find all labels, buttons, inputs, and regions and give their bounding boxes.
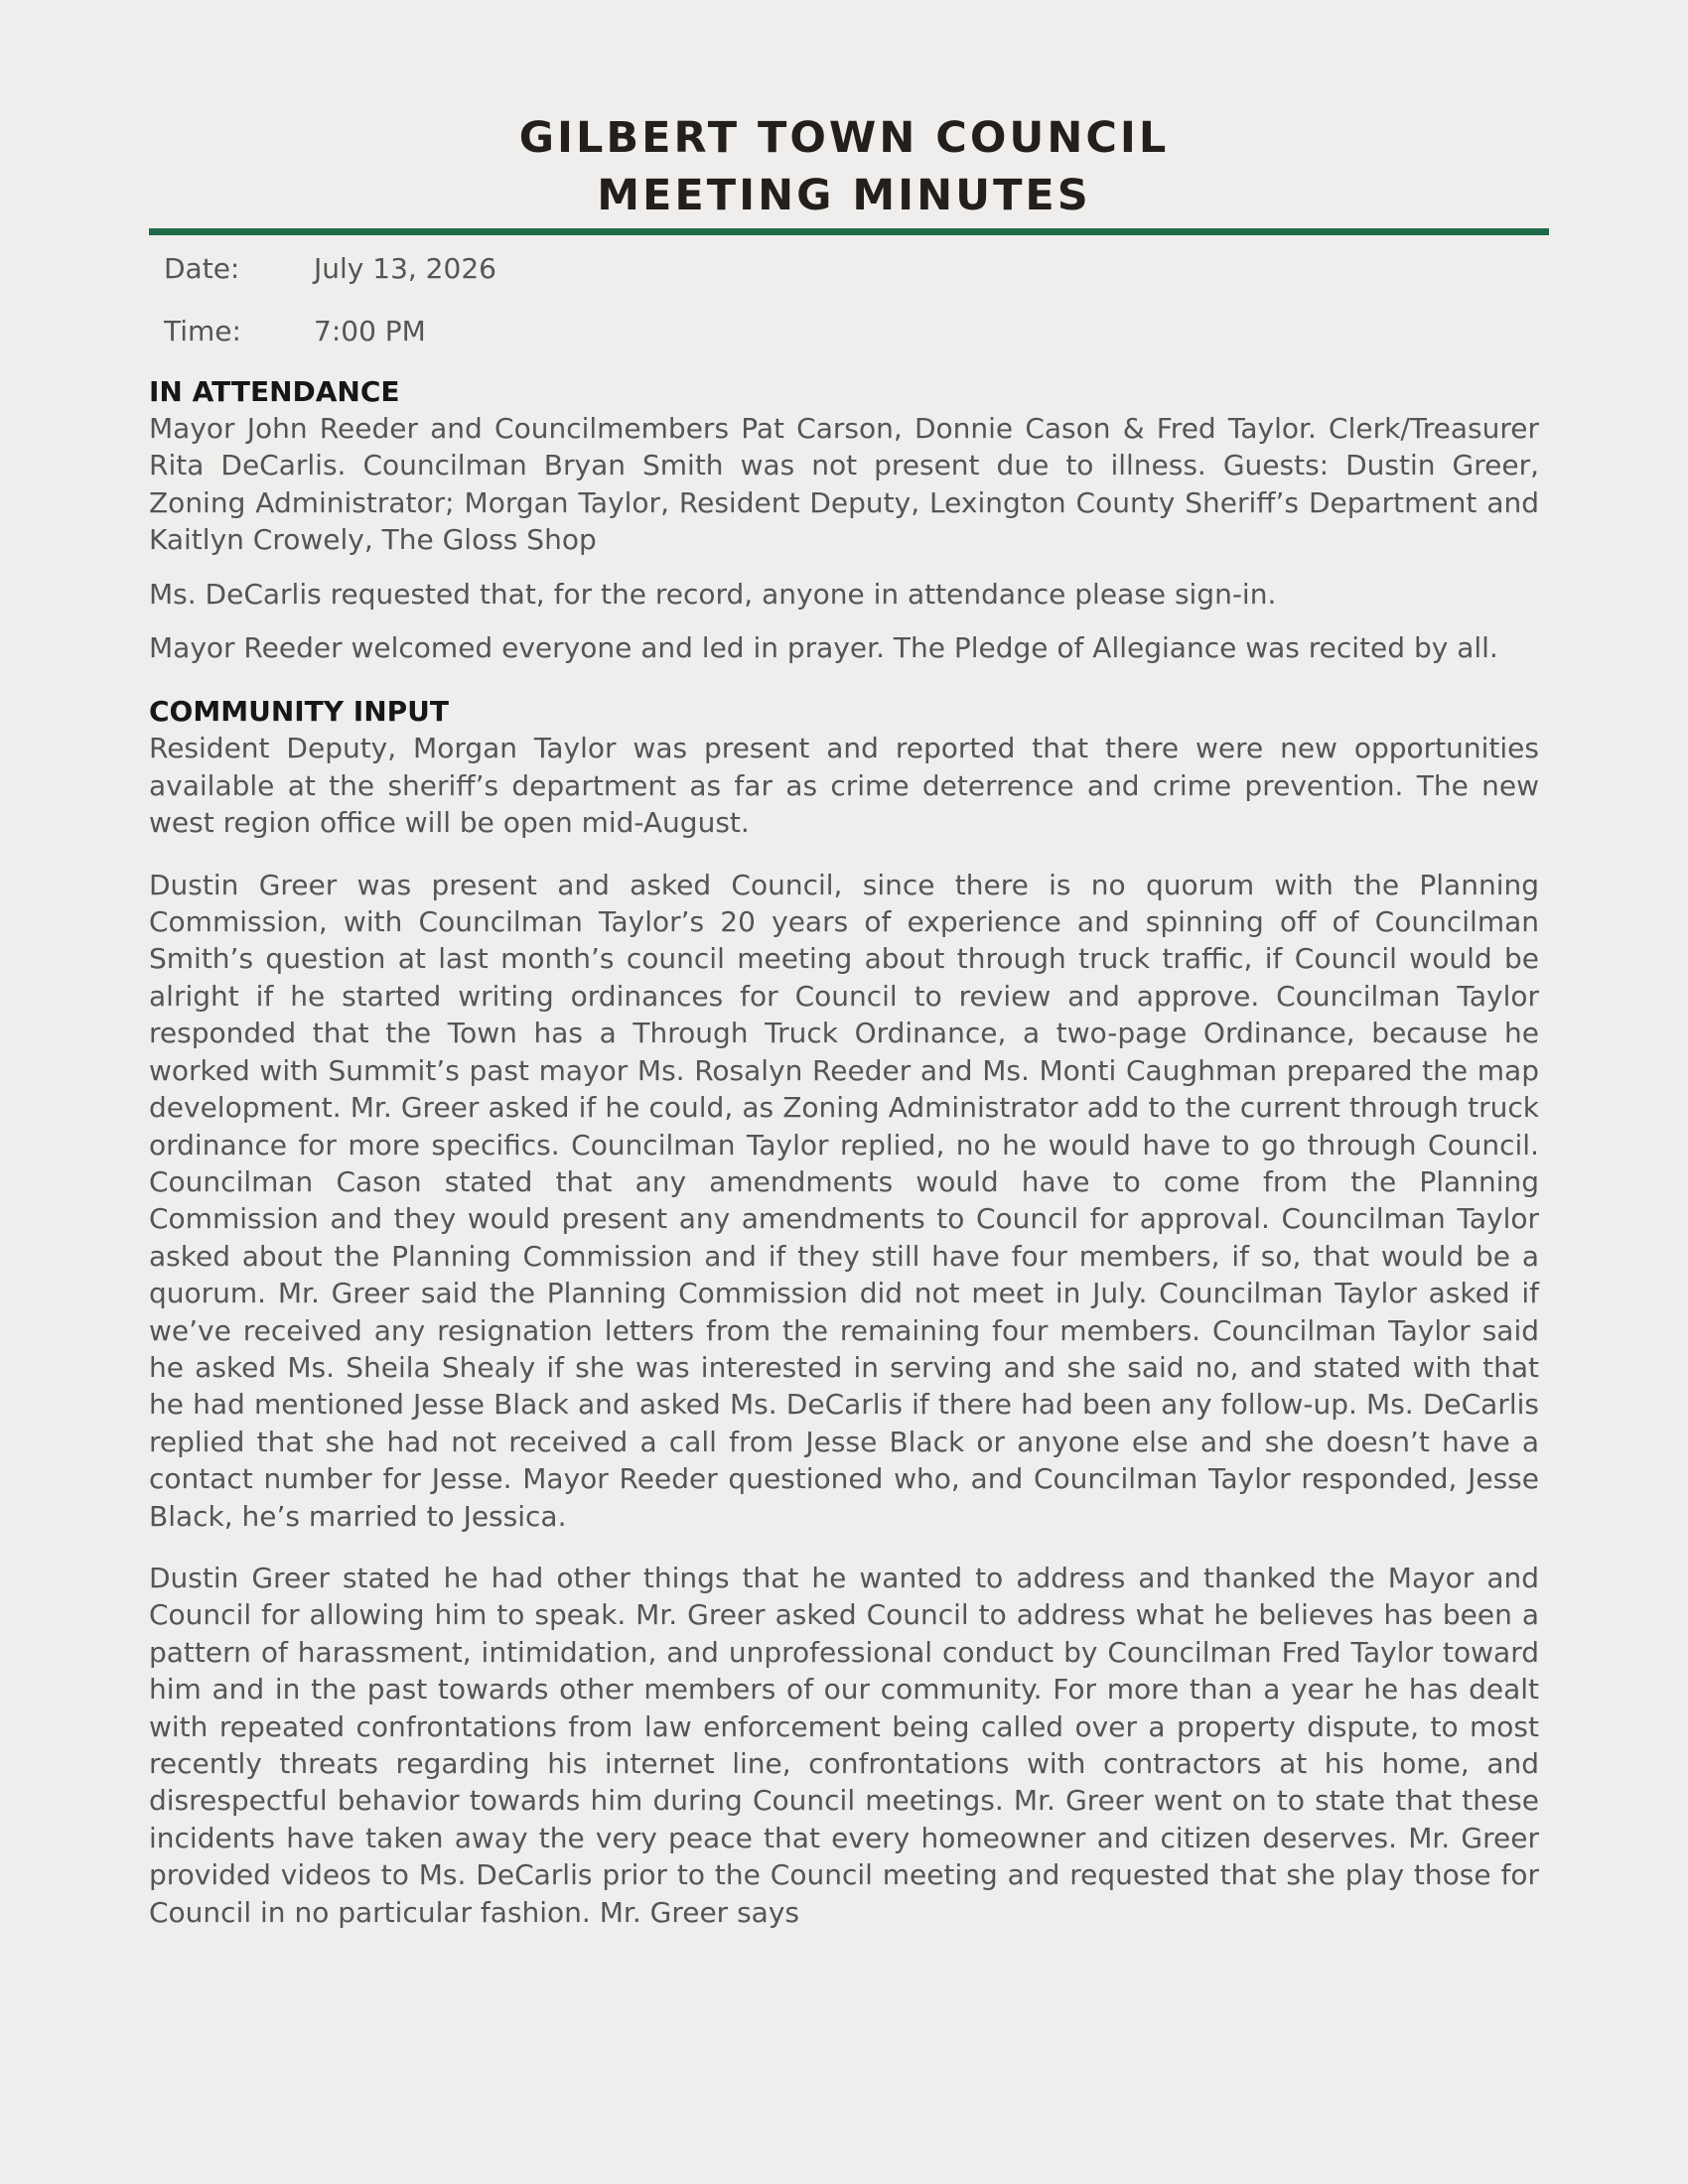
community-input-heading: COMMUNITY INPUT	[149, 695, 449, 729]
minutes-page	[149, 109, 1539, 1931]
attendance-section	[149, 374, 1539, 666]
sign-in-paragraph: Ms. DeCarlis requested that, for the record, anyone in attendance please sign-in.	[149, 577, 1277, 611]
date-value: July 13, 2026	[314, 252, 496, 285]
meeting-meta	[164, 249, 1539, 351]
time-label: Time:	[164, 315, 241, 347]
deputy-report-paragraph: Resident Deputy, Morgan Taylor was present and reported that there were new opportunities available at the sheriff’s department as far as crime deterrence and crime prevention. The new west region office will be open mid-August.	[149, 732, 1539, 840]
attendance-heading: IN ATTENDANCE	[149, 375, 400, 408]
greer-complaint-paragraph: Dustin Greer stated he had other things that he wanted to address and thanked the Mayor and Council for allowing him to speak. Mr. Greer asked Council to address what he believes has been a pattern of harassment, intimidation, and unprofessional conduct by Councilman Fred Taylor toward him and in the past towards other members of our community. For more than a year he has dealt with repeated confrontations from law enforcement being called over a property dispute, to most recently threats regarding his internet line, confrontations with contractors at his home, and disrespectful behavior towards him during Council meetings. Mr. Greer went on to state that these incidents have taken away the very peace that every homeowner and citizen deserves. Mr. Greer provided videos to Ms. DeCarlis prior to the Council meeting and requested that she play those for Council in no particular fashion. Mr. Greer says	[149, 1561, 1539, 1929]
document-title	[149, 109, 1539, 224]
title-line-2: MEETING MINUTES	[597, 171, 1091, 220]
title-line-1: GILBERT TOWN COUNCIL	[518, 113, 1170, 163]
greer-ordinance-paragraph: Dustin Greer was present and asked Council, since there is no quorum with the Planning Commission, with Councilman Taylor’s 20 years of experience and spinning off of Councilman Smith’s question at last month’s council meeting about through truck traffic, if Council would be alright if he started writing ordinances for Council to review and approve. Councilman Taylor responded that the Town has a Through Truck Ordinance, a two-page Ordinance, because he worked with Summit’s past mayor Ms. Rosalyn Reeder and Ms. Monti Caughman prepared the map development. Mr. Greer asked if he could, as Zoning Administrator add to the current through truck ordinance for more specifics. Councilman Taylor replied, no he would have to go through Council. Councilman Cason stated that any amendments would have to come from the Planning Commission and they would present any amendments to Council for approval. Councilman Taylor asked about the Planning Commission and if they still have four members, if so, that would be a quorum. Mr. Greer said the Planning Commission did not meet in July. Councilman Taylor asked if we’ve received any resignation letters from the remaining four members. Councilman Taylor said he asked Ms. Sheila Shealy if she was interested in serving and she said no, and stated with that he had mentioned Jesse Black and asked Ms. DeCarlis if there had been any follow-up. Ms. DeCarlis replied that she had not received a call from Jesse Black or anyone else and she doesn’t have a contact number for Jesse. Mayor Reeder questioned who, and Councilman Taylor responded, Jesse Black, he’s married to Jessica.	[149, 868, 1539, 1533]
community-input-section	[149, 694, 1539, 1931]
attendance-paragraph: Mayor John Reeder and Councilmembers Pat Carson, Donnie Cason & Fred Taylor. Clerk/Treasurer Rita DeCarlis. Councilman Bryan Smith was not present due to illness. Guests: Dustin Greer, Zoning Administrator; Morgan Taylor, Resident Deputy, Lexington County Sheriff’s Department and Kaitlyn Crowely, The Gloss Shop	[149, 412, 1539, 557]
title-divider	[149, 228, 1549, 235]
time-row	[164, 312, 1539, 351]
time-value: 7:00 PM	[314, 315, 426, 347]
prayer-paragraph: Mayor Reeder welcomed everyone and led in prayer. The Pledge of Allegiance was recited by all.	[149, 631, 1498, 665]
date-label: Date:	[164, 252, 240, 285]
date-row	[164, 249, 1539, 289]
